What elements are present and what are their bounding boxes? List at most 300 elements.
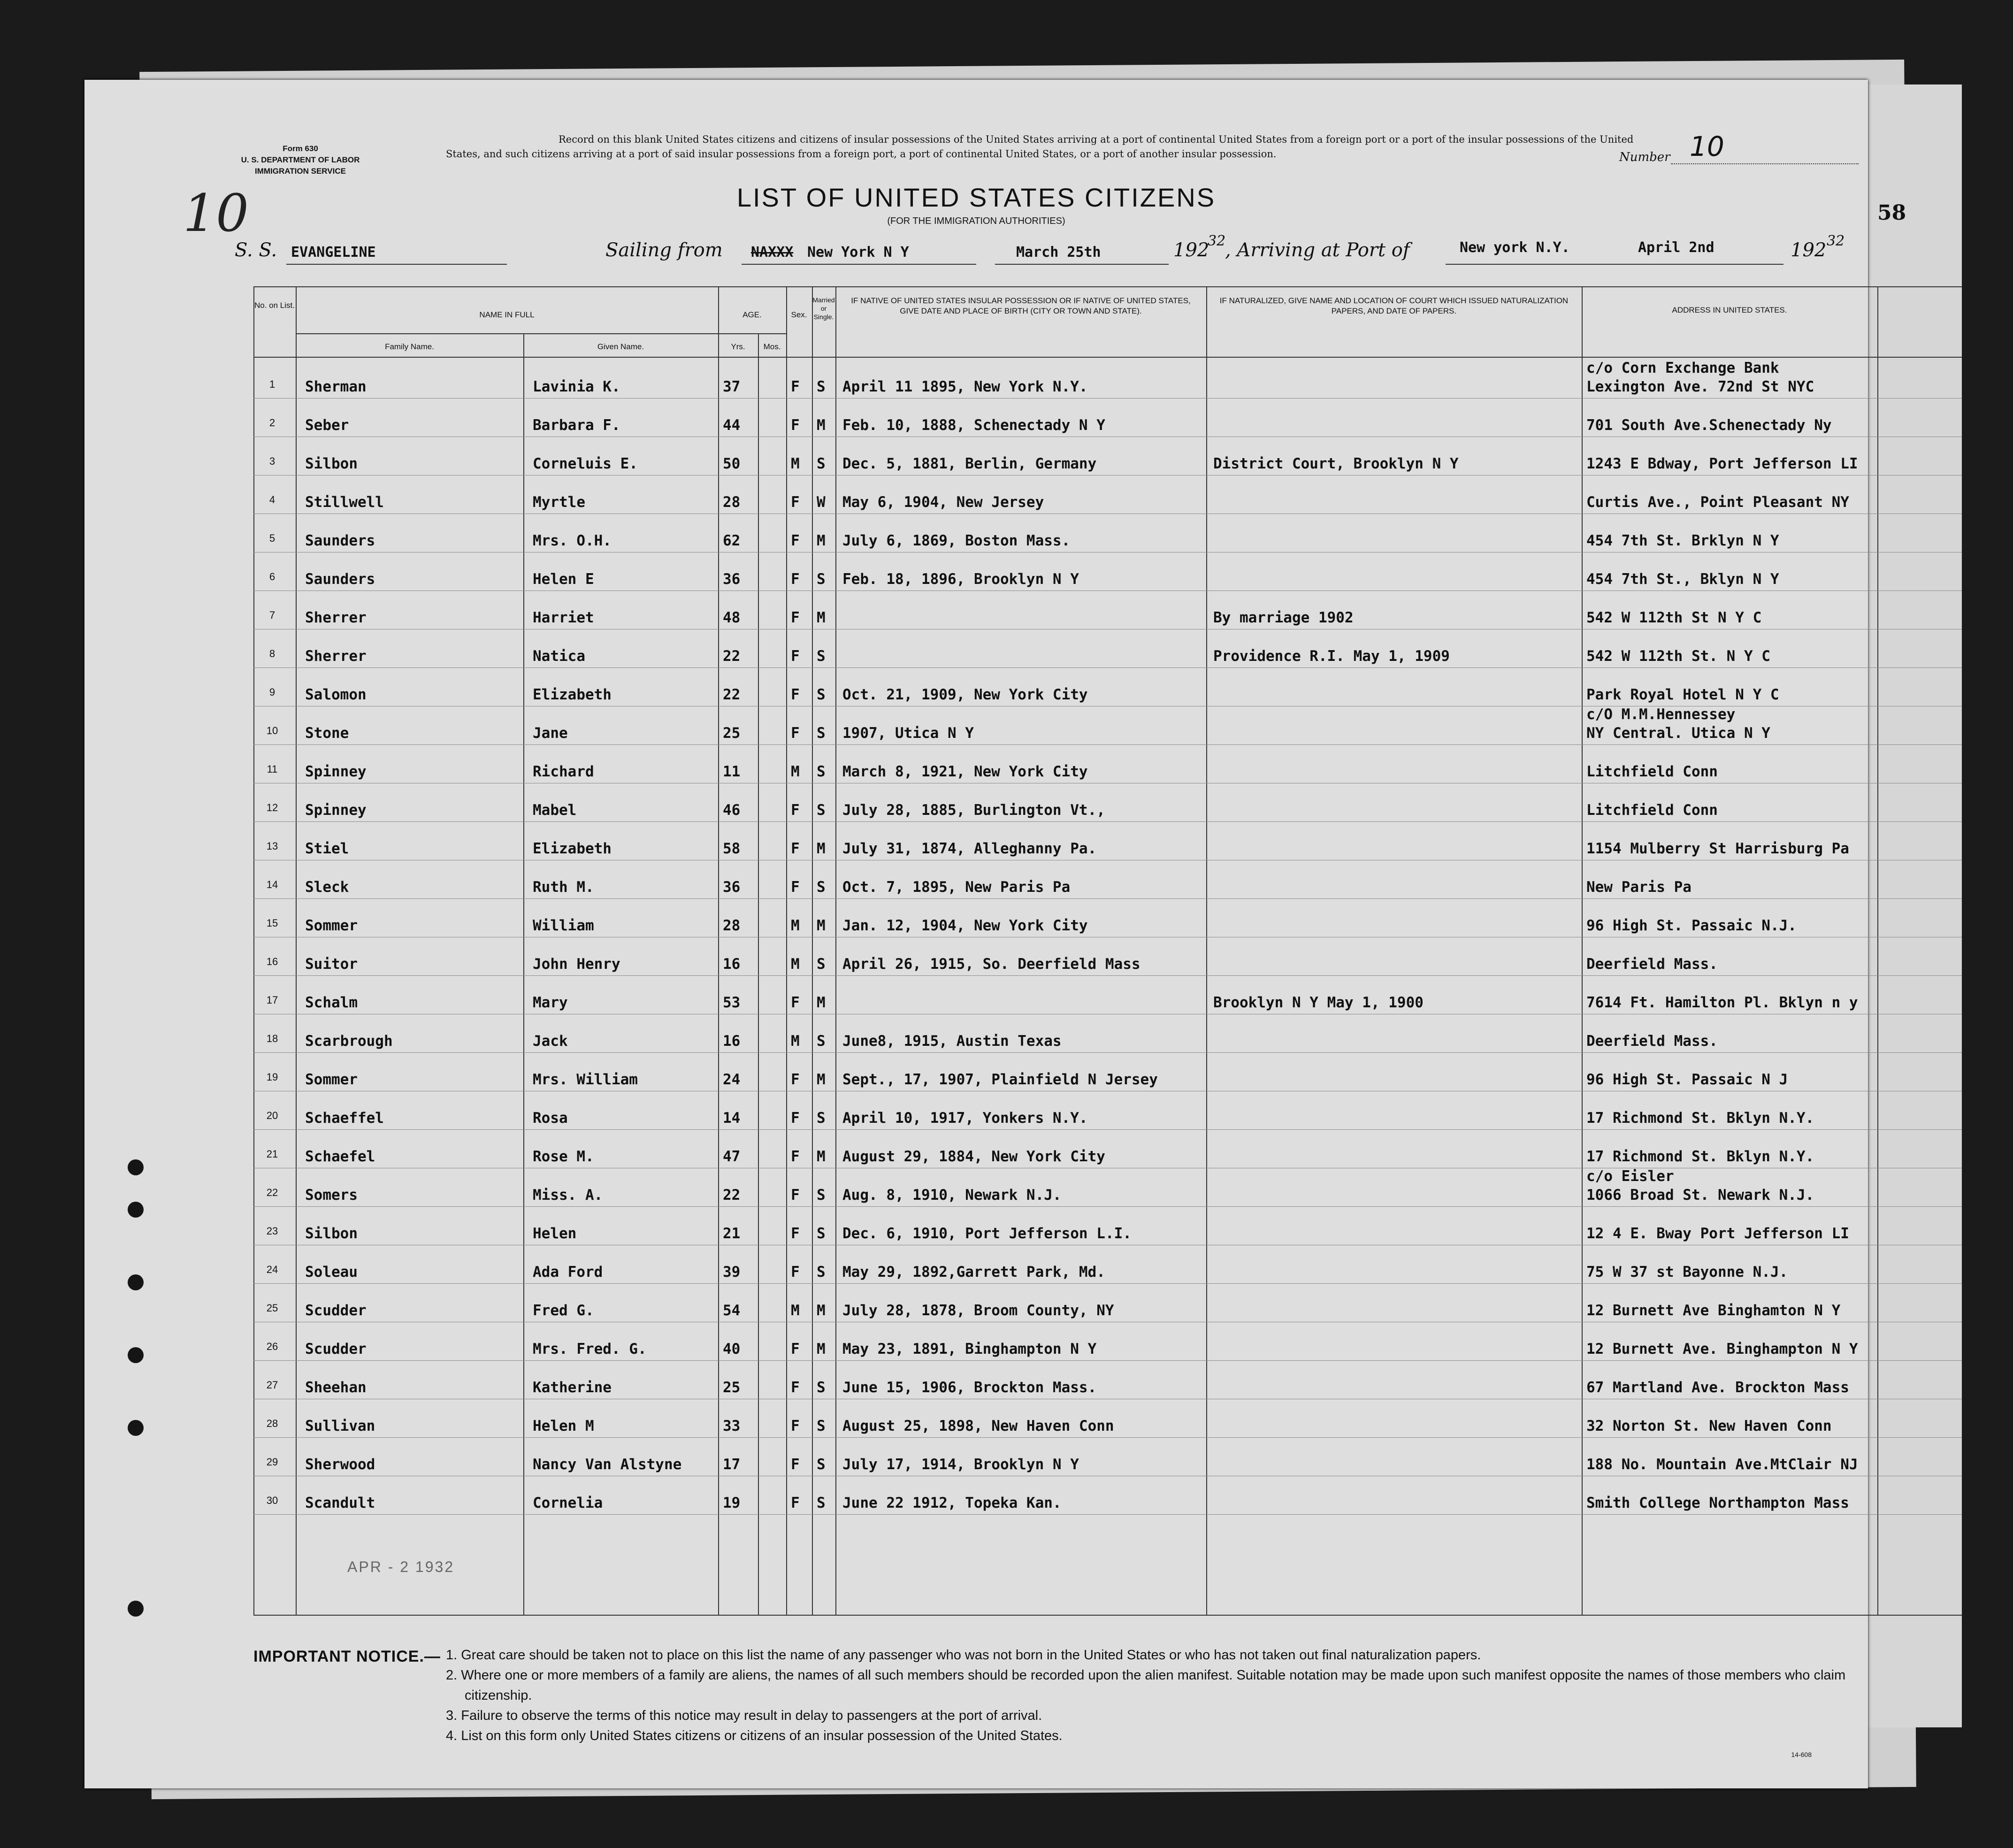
address: 17 Richmond St. Bklyn N.Y. bbox=[1586, 1148, 1814, 1165]
birth-info: Oct. 21, 1909, New York City bbox=[842, 686, 1088, 703]
birth-info: June8, 1915, Austin Texas bbox=[842, 1033, 1062, 1050]
birth-info: 1907, Utica N Y bbox=[842, 725, 974, 742]
row-number: 14 bbox=[266, 879, 278, 890]
arriving-label: , Arriving at Port of bbox=[1225, 239, 1410, 261]
table-row bbox=[253, 1168, 1962, 1209]
given-name: Helen M bbox=[533, 1418, 594, 1434]
given-name: Mrs. William bbox=[533, 1071, 638, 1088]
birth-info: July 31, 1874, Alleghanny Pa. bbox=[842, 840, 1097, 857]
table-row bbox=[253, 1440, 1962, 1479]
row-number: 28 bbox=[266, 1418, 278, 1429]
family-name: Scudder bbox=[305, 1302, 367, 1319]
age-years: 28 bbox=[723, 494, 741, 511]
birth-info: June 22 1912, Topeka Kan. bbox=[842, 1495, 1062, 1511]
table-row bbox=[253, 632, 1962, 670]
address-care-of: c/o Corn Exchange Bank bbox=[1586, 360, 1779, 376]
sex: F bbox=[791, 879, 800, 896]
table-row bbox=[253, 824, 1962, 863]
sex: F bbox=[791, 1110, 800, 1127]
birth-info: May 23, 1891, Binghampton N Y bbox=[842, 1341, 1097, 1357]
table-row bbox=[253, 978, 1962, 1017]
family-name: Sherrer bbox=[305, 648, 367, 665]
row-number: 3 bbox=[269, 455, 276, 467]
table-top-rule bbox=[253, 286, 1962, 287]
age-years: 33 bbox=[723, 1418, 741, 1434]
table-row bbox=[253, 1325, 1962, 1363]
family-name: Stone bbox=[305, 725, 349, 742]
important-notice bbox=[446, 1645, 1901, 1746]
age-years: 36 bbox=[723, 879, 741, 896]
address: Lexington Ave. 72nd St NYC bbox=[1586, 378, 1814, 395]
given-name: Mabel bbox=[533, 802, 577, 819]
row-number: 29 bbox=[266, 1456, 278, 1468]
marital-status: M bbox=[817, 417, 826, 434]
sex: F bbox=[791, 686, 800, 703]
sex: M bbox=[791, 455, 800, 472]
row-number: 12 bbox=[266, 802, 278, 813]
family-name: Sullivan bbox=[305, 1418, 375, 1434]
marital-status: S bbox=[817, 455, 826, 472]
col-header-name: NAME IN FULL bbox=[479, 310, 535, 319]
age-years: 16 bbox=[723, 1033, 741, 1050]
address: Smith College Northampton Mass bbox=[1586, 1495, 1849, 1511]
birth-info: July 28, 1885, Burlington Vt., bbox=[842, 802, 1105, 819]
row-number: 19 bbox=[266, 1071, 278, 1083]
passenger-table bbox=[253, 286, 1962, 1624]
family-name: Scarbrough bbox=[305, 1033, 393, 1050]
given-name: Rose M. bbox=[533, 1148, 594, 1165]
table-row bbox=[253, 1402, 1962, 1440]
given-name: Nancy Van Alstyne bbox=[533, 1456, 682, 1473]
given-name: Elizabeth bbox=[533, 840, 612, 857]
handwritten-number: 10 bbox=[183, 183, 249, 243]
table-row bbox=[253, 439, 1962, 478]
naturalization-info: District Court, Brooklyn N Y bbox=[1213, 455, 1459, 472]
departure-date: March 25th bbox=[1016, 244, 1101, 261]
sex: F bbox=[791, 494, 800, 511]
ss-label: S. S. bbox=[235, 239, 277, 261]
table-row bbox=[253, 1055, 1962, 1094]
marital-status: M bbox=[817, 1302, 826, 1319]
marital-status: M bbox=[817, 917, 826, 934]
binder-hole bbox=[128, 1202, 144, 1218]
col-header-age: AGE. bbox=[742, 310, 762, 319]
address: 17 Richmond St. Bklyn N.Y. bbox=[1586, 1110, 1814, 1127]
age-years: 19 bbox=[723, 1495, 741, 1511]
date-stamp: APR - 2 1932 bbox=[347, 1558, 455, 1575]
table-row bbox=[253, 516, 1962, 555]
given-name: Jack bbox=[533, 1033, 568, 1050]
year-prefix: 192 bbox=[1173, 239, 1209, 261]
address: Litchfield Conn bbox=[1586, 802, 1718, 819]
row-number: 13 bbox=[266, 840, 278, 852]
address: 454 7th St., Bklyn N Y bbox=[1586, 571, 1779, 588]
address: 454 7th St. Brklyn N Y bbox=[1586, 532, 1779, 549]
birth-info: March 8, 1921, New York City bbox=[842, 763, 1088, 780]
row-number: 1 bbox=[269, 378, 276, 390]
row-number: 4 bbox=[269, 494, 276, 506]
family-name: Sleck bbox=[305, 879, 349, 896]
service-name: IMMIGRATION SERVICE bbox=[255, 167, 346, 176]
age-years: 14 bbox=[723, 1110, 741, 1127]
table-row bbox=[253, 362, 1962, 401]
address: 542 W 112th St N Y C bbox=[1586, 609, 1762, 626]
row-number: 6 bbox=[269, 571, 276, 583]
col-header-yrs: Yrs. bbox=[731, 342, 745, 351]
family-name: Suitor bbox=[305, 956, 358, 973]
family-name: Saunders bbox=[305, 571, 375, 588]
row-number: 17 bbox=[266, 994, 278, 1006]
sex: F bbox=[791, 1225, 800, 1242]
marital-status: M bbox=[817, 609, 826, 626]
sex: M bbox=[791, 917, 800, 934]
intro-text: Record on this blank United States citizens and citizens of insular possessions of the United States arriving at a port of continental United States from a foreign port or a port of the insular possessions of the United States, and such citizens arriving at a port of said insular possessions from a foreign port, a port of continental United States, or a port of another insular possession. bbox=[446, 134, 1634, 160]
age-years: 22 bbox=[723, 648, 741, 665]
date-underline bbox=[995, 264, 1169, 265]
age-years: 28 bbox=[723, 917, 741, 934]
age-years: 46 bbox=[723, 802, 741, 819]
table-row bbox=[253, 1094, 1962, 1132]
given-name: Cornelia bbox=[533, 1495, 603, 1511]
arrival-port: New york N.Y. bbox=[1460, 239, 1570, 256]
family-name: Scandult bbox=[305, 1495, 375, 1511]
birth-info: May 6, 1904, New Jersey bbox=[842, 494, 1044, 511]
age-years: 54 bbox=[723, 1302, 741, 1319]
row-number: 8 bbox=[269, 648, 276, 659]
address: 1066 Broad St. Newark N.J. bbox=[1586, 1187, 1814, 1204]
marital-status: M bbox=[817, 532, 826, 549]
birth-info: June 15, 1906, Brockton Mass. bbox=[842, 1379, 1097, 1396]
sex: M bbox=[791, 1302, 800, 1319]
manifest-page bbox=[84, 80, 1906, 1788]
table-row bbox=[253, 863, 1962, 901]
given-name: Harriet bbox=[533, 609, 594, 626]
binder-hole bbox=[128, 1420, 144, 1436]
address: Deerfield Mass. bbox=[1586, 956, 1718, 973]
sex: F bbox=[791, 725, 800, 742]
sex: F bbox=[791, 378, 800, 395]
family-name: Schalm bbox=[305, 994, 358, 1011]
given-name: Jane bbox=[533, 725, 568, 742]
address: 75 W 37 st Bayonne N.J. bbox=[1586, 1264, 1788, 1281]
marital-status: S bbox=[817, 1495, 826, 1511]
address: 1154 Mulberry St Harrisburg Pa bbox=[1586, 840, 1849, 857]
age-years: 37 bbox=[723, 378, 741, 395]
department-name: U. S. DEPARTMENT OF LABOR bbox=[241, 155, 360, 164]
row-number: 20 bbox=[266, 1110, 278, 1121]
age-years: 44 bbox=[723, 417, 741, 434]
table-row bbox=[253, 901, 1962, 940]
birth-info: Dec. 6, 1910, Port Jefferson L.I. bbox=[842, 1225, 1132, 1242]
table-row bbox=[253, 401, 1962, 439]
marital-status: M bbox=[817, 1341, 826, 1357]
row-number: 9 bbox=[269, 686, 276, 698]
table-row bbox=[253, 555, 1962, 593]
table-row bbox=[253, 670, 1962, 709]
table-bottom-rule bbox=[253, 1615, 1962, 1616]
sex: F bbox=[791, 532, 800, 549]
age-years: 50 bbox=[723, 455, 741, 472]
row-number: 26 bbox=[266, 1341, 278, 1352]
notice-item: 2. Where one or more members of a family are aliens, the names of all such members should be recorded upon the alien manifest. Suitable notation may be made upon such manifest opposite the names of those members who claim citizenship. bbox=[446, 1668, 1846, 1703]
marital-status: S bbox=[817, 571, 826, 588]
age-years: 11 bbox=[723, 763, 741, 780]
form-number: Form 630 bbox=[283, 144, 318, 153]
col-header-naturalized: IF NATURALIZED, GIVE NAME AND LOCATION OF COURT WHICH ISSUED NATURALIZATION PAPERS, AND DATE OF PAPERS. bbox=[1219, 296, 1569, 315]
family-name: Sherwood bbox=[305, 1456, 375, 1473]
row-number: 25 bbox=[266, 1302, 278, 1314]
table-row bbox=[253, 593, 1962, 632]
marital-status: S bbox=[817, 648, 826, 665]
given-name: Mary bbox=[533, 994, 568, 1011]
marital-status: S bbox=[817, 1033, 826, 1050]
col-header-no: No. on List. bbox=[254, 301, 295, 310]
address: 1243 E Bdway, Port Jefferson LI bbox=[1586, 455, 1858, 472]
row-number: 21 bbox=[266, 1148, 278, 1160]
sex: F bbox=[791, 1148, 800, 1165]
sex: F bbox=[791, 1495, 800, 1511]
family-name: Sommer bbox=[305, 1071, 358, 1088]
page-title: LIST OF UNITED STATES CITIZENS bbox=[736, 183, 1216, 212]
birth-info: April 10, 1917, Yonkers N.Y. bbox=[842, 1110, 1088, 1127]
age-years: 22 bbox=[723, 1187, 741, 1204]
given-name: Katherine bbox=[533, 1379, 612, 1396]
number-line bbox=[1671, 163, 1859, 164]
address: 67 Martland Ave. Brockton Mass bbox=[1586, 1379, 1849, 1396]
birth-info: May 29, 1892,Garrett Park, Md. bbox=[842, 1264, 1105, 1281]
address-care-of: c/o Eisler bbox=[1586, 1168, 1674, 1185]
age-years: 47 bbox=[723, 1148, 741, 1165]
col-header-given: Given Name. bbox=[597, 342, 644, 351]
age-years: 21 bbox=[723, 1225, 741, 1242]
marital-status: M bbox=[817, 1148, 826, 1165]
family-name: Stillwell bbox=[305, 494, 384, 511]
age-years: 48 bbox=[723, 609, 741, 626]
family-name: Spinney bbox=[305, 802, 367, 819]
family-name: Silbon bbox=[305, 1225, 358, 1242]
given-name: Natica bbox=[533, 648, 585, 665]
naturalization-info: Providence R.I. May 1, 1909 bbox=[1213, 648, 1450, 665]
marital-status: M bbox=[817, 840, 826, 857]
age-years: 39 bbox=[723, 1264, 741, 1281]
sailing-label: Sailing from bbox=[605, 239, 723, 261]
binder-hole bbox=[128, 1274, 144, 1290]
notice-item: 4. List on this form only United States citizens or citizens of an insular possession of the United States. bbox=[446, 1728, 1063, 1743]
age-years: 53 bbox=[723, 994, 741, 1011]
marital-status: S bbox=[817, 1264, 826, 1281]
given-name: Barbara F. bbox=[533, 417, 620, 434]
table-row bbox=[253, 747, 1962, 786]
arrival-underline bbox=[1446, 264, 1783, 265]
sex: F bbox=[791, 1071, 800, 1088]
table-row bbox=[253, 706, 1962, 747]
family-name: Saunders bbox=[305, 532, 375, 549]
sex: M bbox=[791, 763, 800, 780]
sex: F bbox=[791, 1379, 800, 1396]
family-name: Sheehan bbox=[305, 1379, 367, 1396]
given-name: Lavinia K. bbox=[533, 378, 620, 395]
age-years: 24 bbox=[723, 1071, 741, 1088]
age-years: 36 bbox=[723, 571, 741, 588]
address-care-of: c/O M.M.Hennessey bbox=[1586, 706, 1736, 723]
family-name: Stiel bbox=[305, 840, 349, 857]
row-number: 15 bbox=[266, 917, 278, 929]
birth-info: Dec. 5, 1881, Berlin, Germany bbox=[842, 455, 1097, 472]
given-name: Helen bbox=[533, 1225, 577, 1242]
age-years: 17 bbox=[723, 1456, 741, 1473]
sex: F bbox=[791, 417, 800, 434]
address: 701 South Ave.Schenectady Ny bbox=[1586, 417, 1832, 434]
sex: F bbox=[791, 1187, 800, 1204]
ship-name: EVANGELINE bbox=[291, 244, 376, 261]
col-header-birth: IF NATIVE OF UNITED STATES INSULAR POSSESSION OR IF NATIVE OF UNITED STATES, GIVE DATE AND PLACE OF BIRTH (CITY OR TOWN AND STATE). bbox=[851, 296, 1191, 315]
page-number: 58 bbox=[1877, 201, 1906, 225]
given-name: Miss. A. bbox=[533, 1187, 603, 1204]
birth-info: April 11 1895, New York N.Y. bbox=[842, 378, 1088, 395]
birth-info: Oct. 7, 1895, New Paris Pa bbox=[842, 879, 1071, 896]
form-identifier bbox=[211, 143, 390, 177]
departure-port: New York N Y bbox=[807, 244, 909, 261]
row-number: 18 bbox=[266, 1033, 278, 1044]
sex: F bbox=[791, 1341, 800, 1357]
given-name: Mrs. O.H. bbox=[533, 532, 612, 549]
birth-info: July 6, 1869, Boston Mass. bbox=[842, 532, 1071, 549]
table-row bbox=[253, 1132, 1962, 1171]
notice-heading: IMPORTANT NOTICE.— bbox=[253, 1648, 441, 1665]
given-name: Myrtle bbox=[533, 494, 585, 511]
marital-status: S bbox=[817, 763, 826, 780]
given-name: Corneluis E. bbox=[533, 455, 638, 472]
address: 12 4 E. Bway Port Jefferson LI bbox=[1586, 1225, 1849, 1242]
page-subtitle: (FOR THE IMMIGRATION AUTHORITIES) bbox=[887, 216, 1065, 226]
table-row bbox=[253, 1479, 1962, 1517]
marital-status: S bbox=[817, 956, 826, 973]
age-years: 22 bbox=[723, 686, 741, 703]
table-row bbox=[253, 940, 1962, 978]
given-name: Ada Ford bbox=[533, 1264, 603, 1281]
birth-info: July 17, 1914, Brooklyn N Y bbox=[842, 1456, 1079, 1473]
given-name: Richard bbox=[533, 763, 594, 780]
family-name: Spinney bbox=[305, 763, 367, 780]
marital-status: S bbox=[817, 1418, 826, 1434]
marital-status: S bbox=[817, 802, 826, 819]
ship-underline bbox=[286, 264, 507, 265]
marital-status: S bbox=[817, 879, 826, 896]
arrival-year: 32 bbox=[1827, 233, 1845, 249]
address: 188 No. Mountain Ave.MtClair NJ bbox=[1586, 1456, 1858, 1473]
sex: F bbox=[791, 1264, 800, 1281]
address: New Paris Pa bbox=[1586, 879, 1692, 896]
row-number: 11 bbox=[267, 763, 278, 775]
address: 32 Norton St. New Haven Conn bbox=[1586, 1418, 1832, 1434]
address: 542 W 112th St. N Y C bbox=[1586, 648, 1770, 665]
sex: F bbox=[791, 802, 800, 819]
birth-info: Aug. 8, 1910, Newark N.J. bbox=[842, 1187, 1062, 1204]
family-name: Silbon bbox=[305, 455, 358, 472]
col-header-marital: Married or Single. bbox=[812, 296, 835, 321]
age-years: 25 bbox=[723, 725, 741, 742]
address: 12 Burnett Ave Binghamton N Y bbox=[1586, 1302, 1841, 1319]
naturalization-info: By marriage 1902 bbox=[1213, 609, 1354, 626]
family-name: Salomon bbox=[305, 686, 367, 703]
marital-status: W bbox=[817, 494, 826, 511]
birth-info: Jan. 12, 1904, New York City bbox=[842, 917, 1088, 934]
family-name: Seber bbox=[305, 417, 349, 434]
binder-hole bbox=[128, 1601, 144, 1617]
marital-status: S bbox=[817, 1379, 826, 1396]
sex: F bbox=[791, 609, 800, 626]
row-number: 22 bbox=[266, 1187, 278, 1198]
given-name: Ruth M. bbox=[533, 879, 594, 896]
row-number: 10 bbox=[266, 725, 278, 736]
col-header-address: ADDRESS IN UNITED STATES. bbox=[1672, 306, 1787, 314]
sex: F bbox=[791, 1418, 800, 1434]
marital-status: S bbox=[817, 725, 826, 742]
table-row bbox=[253, 1363, 1962, 1402]
birth-info: April 26, 1915, So. Deerfield Mass bbox=[842, 956, 1140, 973]
age-years: 58 bbox=[723, 840, 741, 857]
table-row bbox=[253, 1286, 1962, 1325]
row-number: 27 bbox=[266, 1379, 278, 1391]
table-row bbox=[253, 1248, 1962, 1286]
col-header-family: Family Name. bbox=[385, 342, 434, 351]
row-number: 7 bbox=[269, 609, 276, 621]
arrival-date: April 2nd bbox=[1638, 239, 1714, 256]
given-name: Fred G. bbox=[533, 1302, 594, 1319]
family-name: Somers bbox=[305, 1187, 358, 1204]
naturalization-info: Brooklyn N Y May 1, 1900 bbox=[1213, 994, 1424, 1011]
marital-status: S bbox=[817, 1225, 826, 1242]
sex: F bbox=[791, 648, 800, 665]
family-name: Sherman bbox=[305, 378, 367, 395]
number-label: Number bbox=[1619, 150, 1670, 164]
birth-info: August 25, 1898, New Haven Conn bbox=[842, 1418, 1114, 1434]
given-name: William bbox=[533, 917, 594, 934]
col-header-mos: Mos. bbox=[763, 342, 781, 351]
binder-hole bbox=[128, 1159, 144, 1175]
sex: M bbox=[791, 956, 800, 973]
age-years: 62 bbox=[723, 532, 741, 549]
given-name: Elizabeth bbox=[533, 686, 612, 703]
given-name: John Henry bbox=[533, 956, 620, 973]
marital-status: S bbox=[817, 1187, 826, 1204]
sex: F bbox=[791, 1456, 800, 1473]
table-row bbox=[253, 786, 1962, 824]
marital-status: S bbox=[817, 1456, 826, 1473]
marital-status: M bbox=[817, 994, 826, 1011]
birth-info: Sept., 17, 1907, Plainfield N Jersey bbox=[842, 1071, 1158, 1088]
sex: M bbox=[791, 1033, 800, 1050]
sex: F bbox=[791, 840, 800, 857]
row-number: 23 bbox=[266, 1225, 278, 1237]
row-number: 30 bbox=[266, 1495, 278, 1506]
header-bottom-rule bbox=[253, 357, 1962, 358]
address: Litchfield Conn bbox=[1586, 763, 1718, 780]
list-number: 10 bbox=[1690, 130, 1724, 162]
notice-item: 1. Great care should be taken not to place on this list the name of any passenger who was not born in the United States or who has not taken out final naturalization papers. bbox=[446, 1648, 1481, 1663]
notice-item: 3. Failure to observe the terms of this notice may result in delay to passengers at the port of arrival. bbox=[446, 1708, 1042, 1723]
family-name: Soleau bbox=[305, 1264, 358, 1281]
table-row bbox=[253, 1017, 1962, 1055]
family-name: Schaefel bbox=[305, 1148, 375, 1165]
table-row bbox=[253, 1209, 1962, 1248]
sex: F bbox=[791, 994, 800, 1011]
departure-underline bbox=[742, 264, 976, 265]
birth-info: August 29, 1884, New York City bbox=[842, 1148, 1105, 1165]
subheader-rule bbox=[296, 333, 786, 334]
marital-status: S bbox=[817, 686, 826, 703]
marital-status: S bbox=[817, 1110, 826, 1127]
